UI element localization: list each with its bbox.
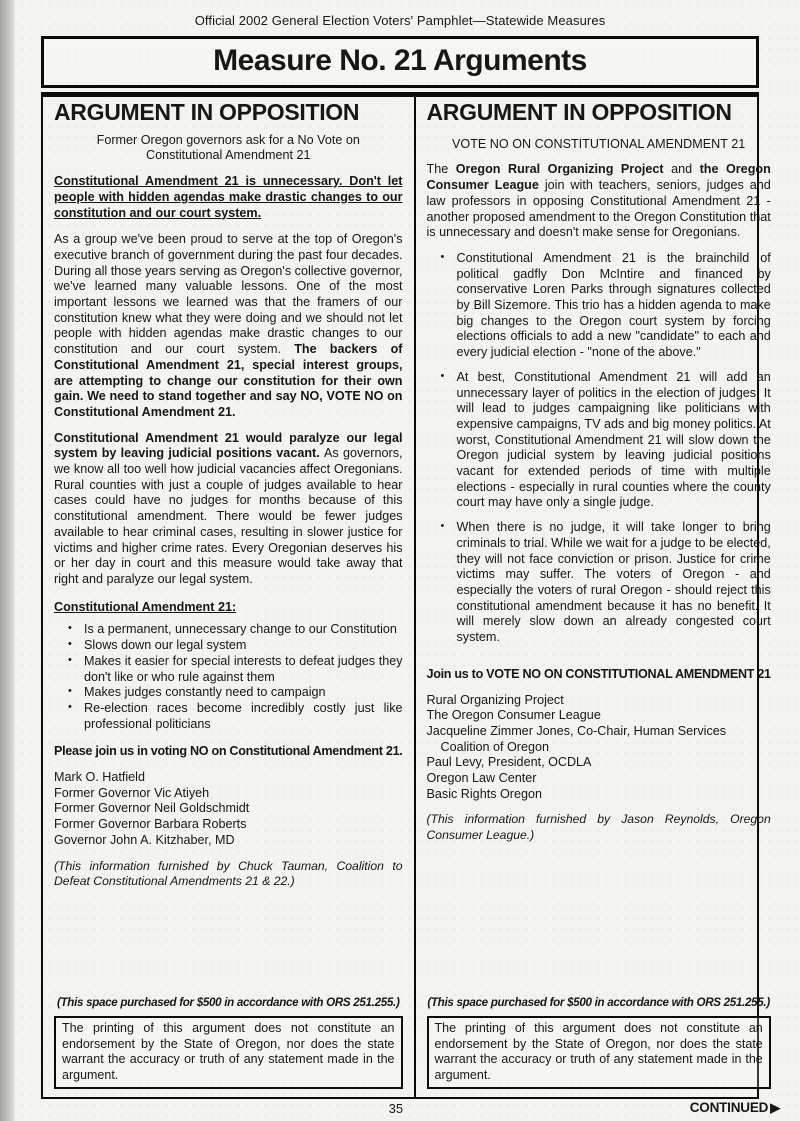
continued-label	[690, 1100, 780, 1116]
signer-item: Jacqueline Zimmer Jones, Co-Chair, Human Services Coalition of Oregon	[426, 723, 727, 754]
signer-item: Former Governor Neil Goldschmidt	[54, 801, 250, 816]
argument-heading-right: ARGUMENT IN OPPOSITION	[426, 99, 732, 125]
purchase-note: (This space purchased for $500 in accordance with ORS 251.255.)	[427, 996, 770, 1010]
argument-subtitle-left	[62, 133, 395, 164]
bullet-item	[58, 638, 403, 654]
signer-item: Governor John A. Kitzhaber, MD	[54, 832, 235, 847]
bullet-icon: •	[68, 622, 72, 635]
bullet-text: Makes it easier for special interests to defeat judges they don't like or who rule against them	[84, 653, 403, 684]
signer-item: Basic Rights Oregon	[426, 786, 542, 801]
subtitle-line: Constitutional Amendment 21	[145, 148, 311, 163]
paragraph-text: The	[426, 162, 456, 177]
bullet-item	[58, 622, 403, 638]
measure-title-box	[41, 36, 759, 88]
signer-item: Oregon Law Center	[426, 771, 537, 786]
disclaimer-text: The printing of this argument does not constitute an endorsement by the State of Oregon, nor does the state warrant the accuracy or truth of any statement made in the argument.	[62, 1021, 395, 1082]
signer-item: Former Governor Barbara Roberts	[54, 817, 247, 832]
bullet-text: When there is no judge, it will take longer to bring criminals to trial. While we wait for a judge to be elected, they will not face conviction or prison. Justice for crime victims may suffer. The voters of Oregon - and especially the voters of rural Oregon - should reject this constitutional amendment because it has no benefit. It will merely slow down an already congested court system.	[456, 520, 771, 645]
bullet-item	[58, 654, 403, 685]
disclaimer-box	[427, 1016, 771, 1089]
bullet-item	[431, 370, 771, 511]
signer-item: Mark O. Hatfield	[54, 770, 145, 785]
signer-item: Rural Organizing Project	[426, 692, 564, 707]
bullet-item	[431, 520, 771, 646]
subtitle-line: Former Oregon governors ask for a No Vote on	[96, 132, 360, 147]
column-bottom-right	[427, 995, 771, 1089]
purchase-note: (This space purchased for $500 in accordance with ORS 251.255.)	[56, 996, 400, 1010]
bullet-icon: •	[440, 369, 445, 382]
bullet-icon: •	[68, 638, 72, 651]
bullet-text: Makes judges constantly need to campaign	[84, 685, 326, 700]
bullet-icon: •	[68, 685, 72, 698]
bullet-icon: •	[440, 250, 445, 263]
call-to-action: Join us to VOTE NO ON CONSTITUTIONAL AMENDMENT 21	[426, 666, 771, 681]
bullet-list	[431, 251, 771, 655]
paragraph-text: and	[663, 162, 700, 177]
signer-list	[54, 770, 403, 849]
argument-heading-left: ARGUMENT IN OPPOSITION	[54, 99, 360, 125]
paragraph-bold-text: Constitutional Amendment 21 would paralyze our legal system by leaving judicial positions vacant.	[54, 430, 403, 461]
signer-item: Paul Levy, President, OCDLA	[426, 755, 592, 770]
paragraph-bold-text: the Oregon Consumer League	[426, 162, 771, 193]
paragraph	[54, 431, 403, 588]
paragraph-bold-text: The backers of Constitutional Amendment 21, special interest groups, are attempting to change our constitution for their own gain. We need to stand together and say NO, VOTE NO on Constitutional Amendment 21.	[54, 342, 403, 419]
paragraph-text: As a group we've been proud to serve at the top of Oregon's executive branch of government during the past four decades. During all those years serving as Oregon's collective governor, we've learned many valuable lessons. One of the most important lessons we learned was that the framers of our constitution knew what they were doing and we should not let people with hidden agendas make drastic changes to our constitution and our court system.	[54, 232, 403, 357]
bullet-item	[58, 701, 403, 732]
disclaimer-box	[54, 1016, 403, 1089]
running-header: Official 2002 General Election Voters' Pamphlet—Statewide Measures	[194, 13, 606, 28]
page-footer	[20, 1100, 780, 1117]
continued-text: CONTINUED	[689, 1100, 769, 1115]
paragraph	[427, 162, 771, 241]
bullet-item	[58, 685, 403, 701]
page-number: 35	[388, 1101, 404, 1116]
signer-item: The Oregon Consumer League	[426, 708, 601, 723]
furnished-by-note: (This information furnished by Jason Reynolds, Oregon Consumer League.)	[426, 812, 771, 843]
bullet-list	[58, 622, 403, 732]
argument-column-left	[43, 97, 416, 1097]
bullet-text: Re-election races become incredibly costly just like professional politicians	[84, 700, 403, 731]
continued-arrow-icon: ▶	[770, 1100, 780, 1115]
paragraph-bold-text: Oregon Rural Organizing Project	[455, 162, 664, 177]
arguments-container	[41, 97, 771, 1099]
bullet-text: Slows down our legal system	[84, 638, 247, 653]
argument-column-right	[416, 97, 782, 1097]
paragraph-text: As governors, we know all too well how judicial vacancies affect Oregonians. Rural counties with just a couple of judges available to hear cases could have no judges for months because of this constitutional amendment. There would be fewer judges available to hear criminal cases, resulting in slower justice for victims and higher crime rates. Every Oregonian deserves his or her day in court and this measure would take away that right and paralyze our legal system.	[54, 446, 403, 586]
scan-edge-artifact	[0, 0, 15, 1121]
signer-item: Former Governor Vic Atiyeh	[54, 785, 210, 800]
bullet-item	[431, 251, 771, 361]
call-to-action: Please join us in voting NO on Constitutional Amendment 21.	[54, 744, 403, 759]
furnished-by-note: (This information furnished by Chuck Tauman, Coalition to Defeat Constitutional Amendments 21 & 22.)	[54, 858, 403, 889]
bullet-icon: •	[440, 520, 445, 533]
paragraph	[54, 232, 403, 420]
paragraph-text: join with teachers, seniors, judges and law professors in opposing Constitutional Amendment 21 - another proposed amendment to the Oregon Constitution that is unnecessary and doesn't make sense for Oregonians.	[426, 178, 771, 240]
list-heading: Constitutional Amendment 21:	[54, 599, 237, 614]
signer-list	[427, 693, 771, 803]
argument-subtitle-right: VOTE NO ON CONSTITUTIONAL AMENDMENT 21	[452, 136, 746, 151]
bullet-text: Is a permanent, unnecessary change to our Constitution	[84, 622, 397, 637]
bullet-text: Constitutional Amendment 21 is the brainchild of political gadfly Don McIntire and financed by conservative Loren Parks through signatures collected by Bill Sizemore. This trio has a hidden agenda to make big changes to the Oregon court system by forcing elections officials to add a new "candidate" to each and every judicial election - "none of the above."	[456, 250, 771, 360]
lead-paragraph: Constitutional Amendment 21 is unnecessary. Don't let people with hidden agendas make drastic changes to our constitution and our court system.	[54, 174, 403, 220]
disclaimer-text: The printing of this argument does not constitute an endorsement by the State of Oregon, nor does the state warrant the accuracy or truth of any statement made in the argument.	[434, 1021, 763, 1082]
bullet-text: At best, Constitutional Amendment 21 will add an unnecessary layer of politics in the election of judges. It will lead to judges campaigning like politicians with expensive campaigns, TV ads and big money politics. At worst, Constitutional Amendment 21 will slow down the Oregon judicial system by leaving judicial positions vacant for extended periods of time with multiple elections - especially in rural counties where the county court may have only a single judge.	[456, 369, 771, 510]
page-title: Measure No. 21 Arguments	[213, 44, 587, 77]
bullet-icon: •	[68, 653, 72, 666]
bullet-icon: •	[68, 700, 72, 713]
column-bottom-left	[54, 995, 403, 1089]
